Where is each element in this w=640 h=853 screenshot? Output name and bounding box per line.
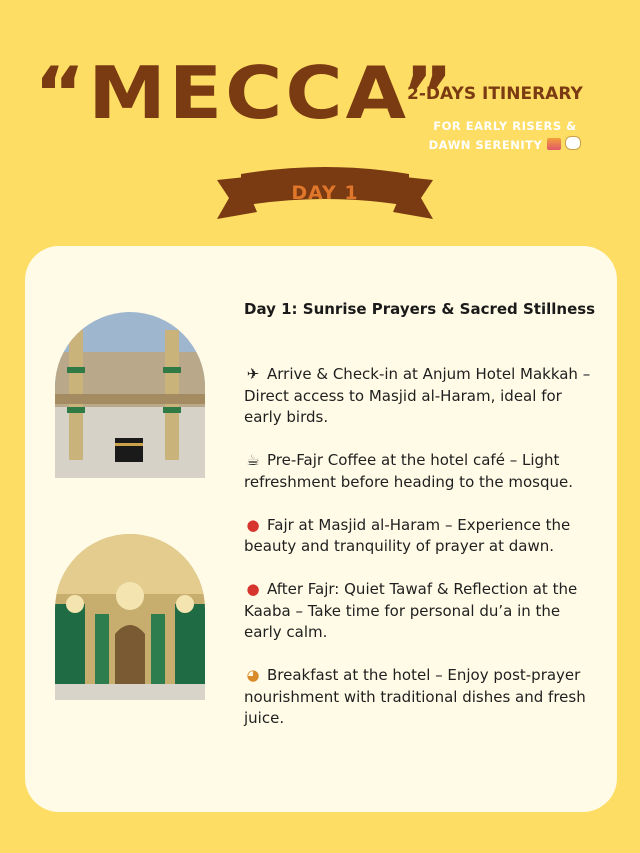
list-item: ✈ Arrive & Check-in at Anjum Hotel Makkah – Direct access to Masjid al-Haram, ideal for early birds.: [244, 365, 591, 426]
tagline-line-1: FOR EARLY RISERS &: [433, 119, 577, 133]
day-ribbon-label: DAY 1: [291, 182, 359, 204]
itinerary-list: [244, 364, 594, 751]
kaaba-photo: [55, 312, 205, 478]
itinerary-subtitle: 2-DAYS ITINERARY: [407, 84, 583, 104]
pin-icon: ●: [246, 515, 260, 534]
coffee-icon: ☕: [246, 451, 260, 469]
thought-bubble-icon: [565, 136, 581, 150]
tagline: [420, 117, 590, 155]
sunrise-icon: [547, 138, 561, 150]
list-item: ● Fajr at Masjid al-Haram – Experience the beauty and tranquility of prayer at dawn.: [244, 515, 571, 555]
pin-icon: ●: [246, 580, 260, 598]
page-title: “MECCA”: [34, 52, 457, 136]
list-item: ☕ Pre-Fajr Coffee at the hotel café – Light refreshment before heading to the mosque.: [244, 451, 574, 491]
day-heading: Day 1: Sunrise Prayers & Sacred Stillness: [244, 300, 596, 318]
croissant-icon: ◕: [246, 666, 260, 684]
tagline-line-2: DAWN SERENITY: [428, 138, 543, 152]
list-item: ◕ Breakfast at the hotel – Enjoy post-prayer nourishment with traditional dishes and fresh juice.: [244, 666, 586, 727]
airplane-icon: ✈: [246, 365, 260, 383]
mosque-interior-photo: [55, 534, 205, 700]
list-item: ● After Fajr: Quiet Tawaf & Reflection at the Kaaba – Take time for personal du’a in the early calm.: [244, 580, 578, 641]
